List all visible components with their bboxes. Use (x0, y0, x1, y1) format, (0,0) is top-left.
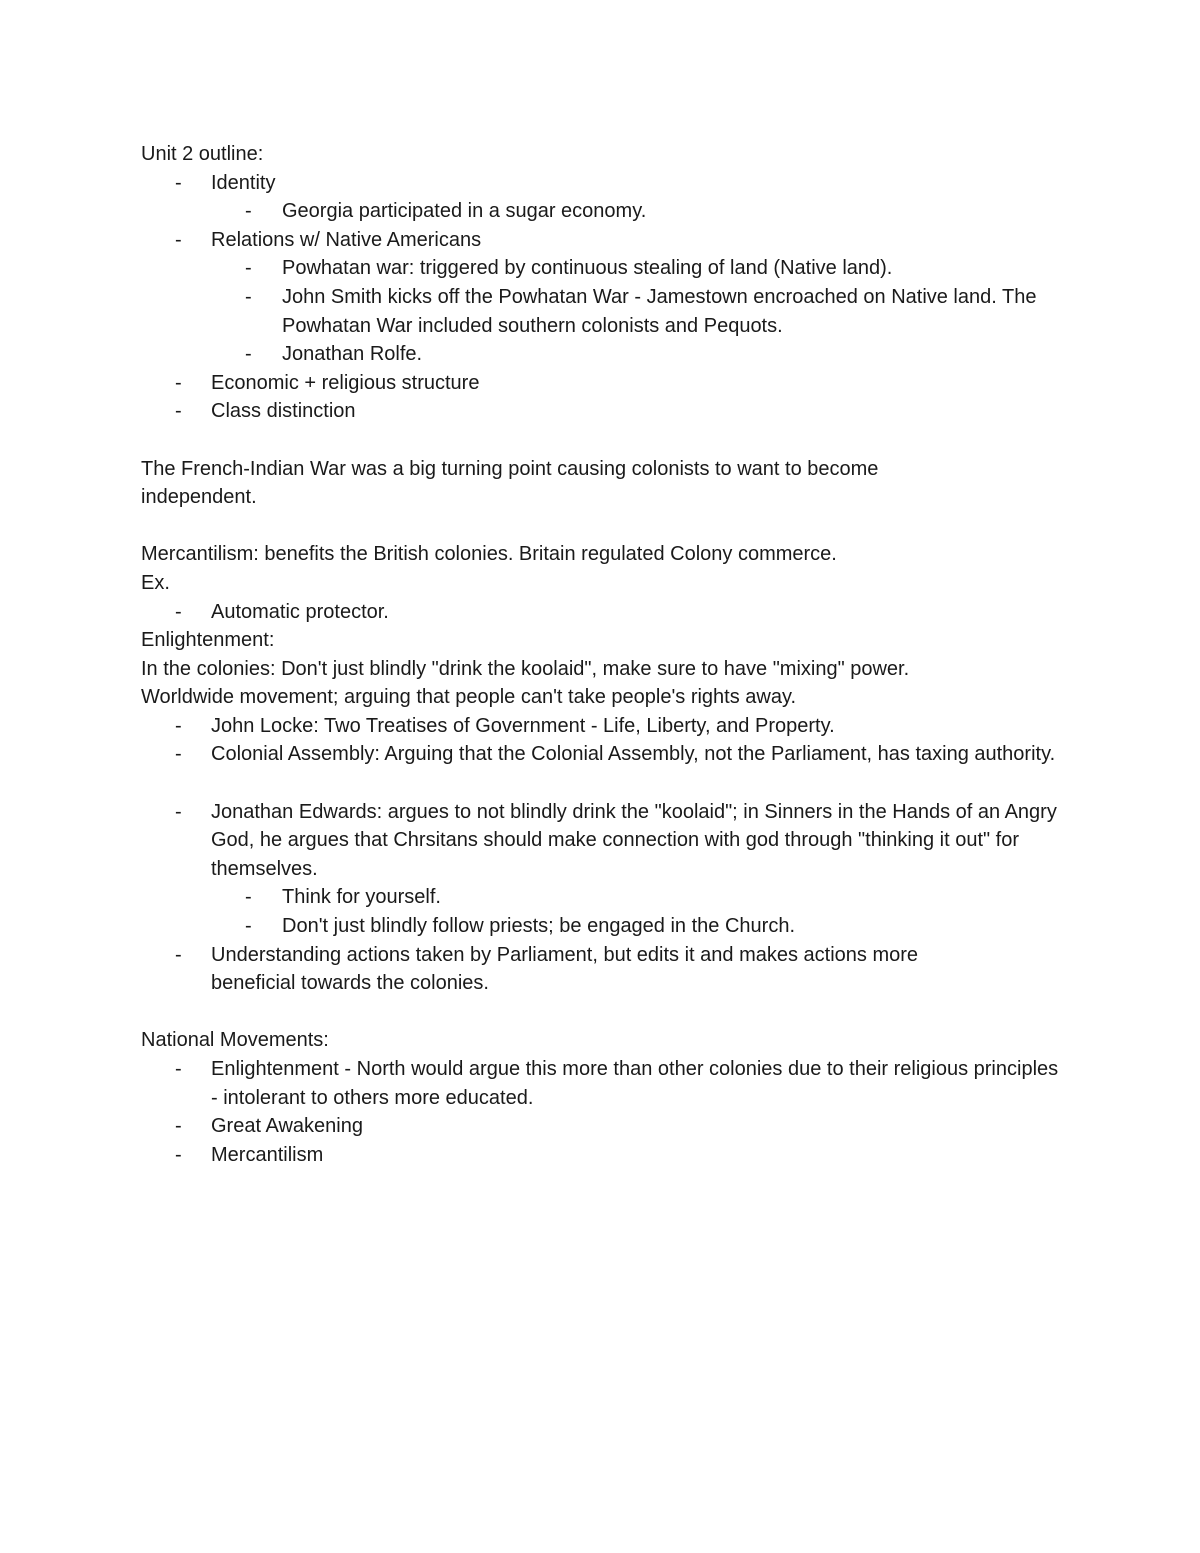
paragraph-mercantilism: Mercantilism: benefits the British colonies. Britain regulated Colony commerce. (141, 543, 837, 566)
list-item-text: Identity (211, 171, 276, 194)
outline-heading: Unit 2 outline: (141, 143, 264, 165)
list-item (141, 712, 1061, 741)
example-label: Ex. (141, 571, 170, 594)
list-item (141, 369, 1061, 398)
list-item-text: Think for yourself. (282, 886, 441, 909)
list-item-text: Understanding actions taken by Parliament, but edits it and makes actions more beneficial towards the colonies. (211, 943, 919, 995)
bullet-dash: - (245, 343, 252, 366)
list-item-text: Don't just blindly follow priests; be engaged in the Church. (282, 915, 795, 938)
bullet-dash: - (245, 200, 252, 223)
list-item (141, 1112, 1061, 1141)
list-item-text: Great Awakening (211, 1115, 363, 1138)
list-item-text: Mercantilism (211, 1143, 324, 1166)
spacer (141, 426, 1061, 455)
national-movements-heading: National Movements: (141, 1029, 329, 1052)
enlightenment-colonies-line: In the colonies: Don't just blindly "drink the koolaid", make sure to have "mixing" power. (141, 657, 910, 680)
bullet-dash: - (175, 1143, 182, 1166)
list-item (141, 883, 1061, 912)
list-item-text: Georgia participated in a sugar economy. (282, 200, 647, 223)
list-item (141, 197, 1061, 226)
paragraph-french-indian-war: The French-Indian War was a big turning point causing colonists to want to become independent. (141, 457, 879, 509)
list-item (141, 340, 1061, 369)
list-item-text: Colonial Assembly: Arguing that the Colonial Assembly, not the Parliament, has taxing authority. (211, 743, 1056, 766)
list-item-text: Economic + religious structure (211, 371, 480, 394)
enlightenment-worldwide-line: Worldwide movement; arguing that people can't take people's rights away. (141, 686, 797, 709)
list-item (141, 226, 1061, 255)
list-item-text: John Locke: Two Treatises of Government - Life, Liberty, and Property. (211, 714, 835, 737)
bullet-dash: - (175, 400, 182, 423)
bullet-dash: - (175, 800, 182, 823)
bullet-dash: - (175, 171, 182, 194)
bullet-dash: - (175, 743, 182, 766)
list-item (141, 397, 1061, 426)
bullet-dash: - (245, 257, 252, 280)
bullet-dash: - (175, 228, 182, 251)
bullet-dash: - (175, 1115, 182, 1138)
list-item-text: Automatic protector. (211, 600, 389, 623)
bullet-dash: - (175, 943, 182, 966)
list-item (141, 1141, 1061, 1170)
bullet-dash: - (175, 371, 182, 394)
list-item-text: Class distinction (211, 400, 356, 423)
list-item (141, 740, 1061, 797)
list-item-text: Powhatan war: triggered by continuous stealing of land (Native land). (282, 257, 893, 280)
bullet-dash: - (175, 1058, 182, 1081)
bullet-dash: - (245, 915, 252, 938)
spacer (141, 512, 1061, 541)
enlightenment-heading: Enlightenment: (141, 629, 275, 652)
list-item-text: John Smith kicks off the Powhatan War - Jamestown encroached on Native land. The Powhatan War included southern colonists and Pequots. (282, 285, 1037, 337)
list-item (141, 254, 1061, 283)
list-item-text: Relations w/ Native Americans (211, 228, 482, 251)
list-item (141, 283, 1061, 340)
list-item-text: Jonathan Rolfe. (282, 343, 423, 366)
bullet-dash: - (175, 600, 182, 623)
bullet-dash: - (175, 714, 182, 737)
document-body (141, 140, 1061, 1169)
list-item-text: Enlightenment - North would argue this more than other colonies due to their religious principles - intolerant to others more educated. (211, 1058, 1059, 1109)
list-item-text: Jonathan Edwards: argues to not blindly drink the "koolaid"; in Sinners in the Hands of an Angry God, he argues that Chrsitans should make connection with god through "thinking it out" for themselves. (211, 800, 1057, 880)
bullet-dash: - (245, 285, 252, 308)
bullet-dash: - (245, 886, 252, 909)
list-item (141, 912, 1061, 941)
list-item (141, 169, 1061, 198)
list-item (141, 941, 1061, 998)
spacer (141, 998, 1061, 1027)
list-item (141, 1055, 1061, 1112)
list-item (141, 798, 1061, 884)
list-item (141, 598, 1061, 627)
